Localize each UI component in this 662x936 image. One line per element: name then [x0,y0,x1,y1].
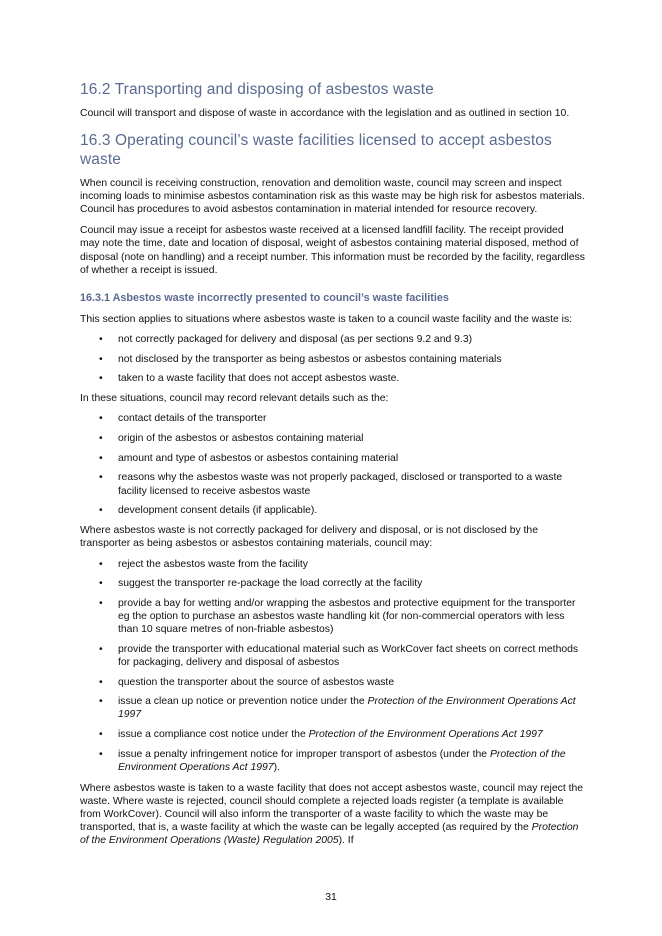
intro-16-3-1: This section applies to situations where asbestos waste is taken to a council waste facility and the waste is: [80,313,573,325]
list-item: • development consent details (if applicable). [99,505,318,517]
list-item: • suggest the transporter re-package the load correctly at the facility [99,578,423,590]
list-item: • reasons why the asbestos waste was not properly packaged, disclosed or transported to a waste facility licensed to receive asbestos waste [99,472,563,497]
bullet-icon: • [99,643,103,655]
list-item: • issue a compliance cost notice under the Protection of the Environment Operations Act 1997 [99,729,543,741]
list-item: • question the transporter about the source of asbestos waste [99,676,395,688]
list-item: • issue a penalty infringement notice for improper transport of asbestos (under the Protection of the Environment Operations Act 1997). [99,748,566,773]
bullet-icon: • [99,452,103,464]
bullet-icon: • [99,353,103,365]
bullet-icon: • [99,333,103,345]
para-16-3-2: Council may issue a receipt for asbestos waste received at a licensed landfill facility. The receipt provided may note the time, date and location of disposal, weight of asbestos containing material disposed, method of disposal (note on handling) and a receipt number. This information must be recorded by the facility, regardless of whether a receipt is issued. [80,225,585,276]
list-record-details [80,412,585,517]
page-number: 31 [325,892,337,903]
list-item: • reject the asbestos waste from the facility [99,558,308,570]
bullet-icon: • [99,748,103,760]
list-waste-conditions [80,333,585,385]
bullet-icon: • [99,505,103,517]
list-item: • contact details of the transporter [99,413,267,425]
list-item: • not disclosed by the transporter as being asbestos or asbestos containing materials [99,353,502,365]
record-intro: In these situations, council may record relevant details such as the: [80,393,389,405]
list-item: • issue a clean up notice or prevention notice under the Protection of the Environment Operations Act 1997 [99,696,576,721]
bullet-icon: • [99,433,103,445]
document-page [80,76,585,847]
list-item: • not correctly packaged for delivery and disposal (as per sections 9.2 and 9.3) [99,333,473,345]
list-council-actions [80,558,585,774]
bullet-icon: • [99,696,103,708]
bullet-icon: • [99,729,103,741]
para-16-2: Council will transport and dispose of waste in accordance with the legislation and as outlined in section 10. [80,108,570,119]
list-item: • provide a bay for wetting and/or wrapping the asbestos and protective equipment for the transporter eg the option to purchase an asbestos waste handling kit (for non-commercial operators with less than 10 square metres of non-friable asbestos) [99,597,576,636]
action-intro: Where asbestos waste is not correctly packaged for delivery and disposal, or is not disclosed by the transporter as being asbestos or asbestos containing materials, council may: [80,525,538,550]
bullet-icon: • [99,597,103,609]
bullet-icon: • [99,676,103,688]
bullet-icon: • [99,373,103,385]
heading-16-3-1: 16.3.1 Asbestos waste incorrectly presented to council’s waste facilities [80,291,449,304]
para-16-3-1: When council is receiving construction, renovation and demolition waste, council may screen and inspect incoming loads to minimise asbestos contamination risk as this waste may be high risk for asbestos materials. Council has procedures to avoid asbestos contamination in material intended for resource recovery. [80,178,585,216]
list-item: • origin of the asbestos or asbestos containing material [99,433,364,445]
heading-16-2: 16.2 Transporting and disposing of asbestos waste [80,81,434,98]
list-item: • provide the transporter with educational material such as WorkCover fact sheets on correct methods for packaging, delivery and disposal of asbestos [99,643,579,668]
list-item: • amount and type of asbestos or asbestos containing material [99,452,399,464]
bullet-icon: • [99,558,103,570]
bullet-icon: • [99,413,103,425]
list-item: • taken to a waste facility that does not accept asbestos waste. [99,373,400,385]
closing-para: Where asbestos waste is taken to a waste facility that does not accept asbestos waste, council may reject the waste. Where waste is rejected, council should complete a rejected loads register (a template is available from WorkCover). Council will also inform the transporter of a waste facility to which the waste may be transported, that is, a waste facility at which the waste can be legally accepted (as required by the Protection of the Environment Operations (Waste) Regulation 2005). If [80,782,584,847]
bullet-icon: • [99,578,103,590]
bullet-icon: • [99,472,103,484]
heading-16-3: 16.3 Operating council’s waste facilities licensed to accept asbestos waste [80,132,552,169]
